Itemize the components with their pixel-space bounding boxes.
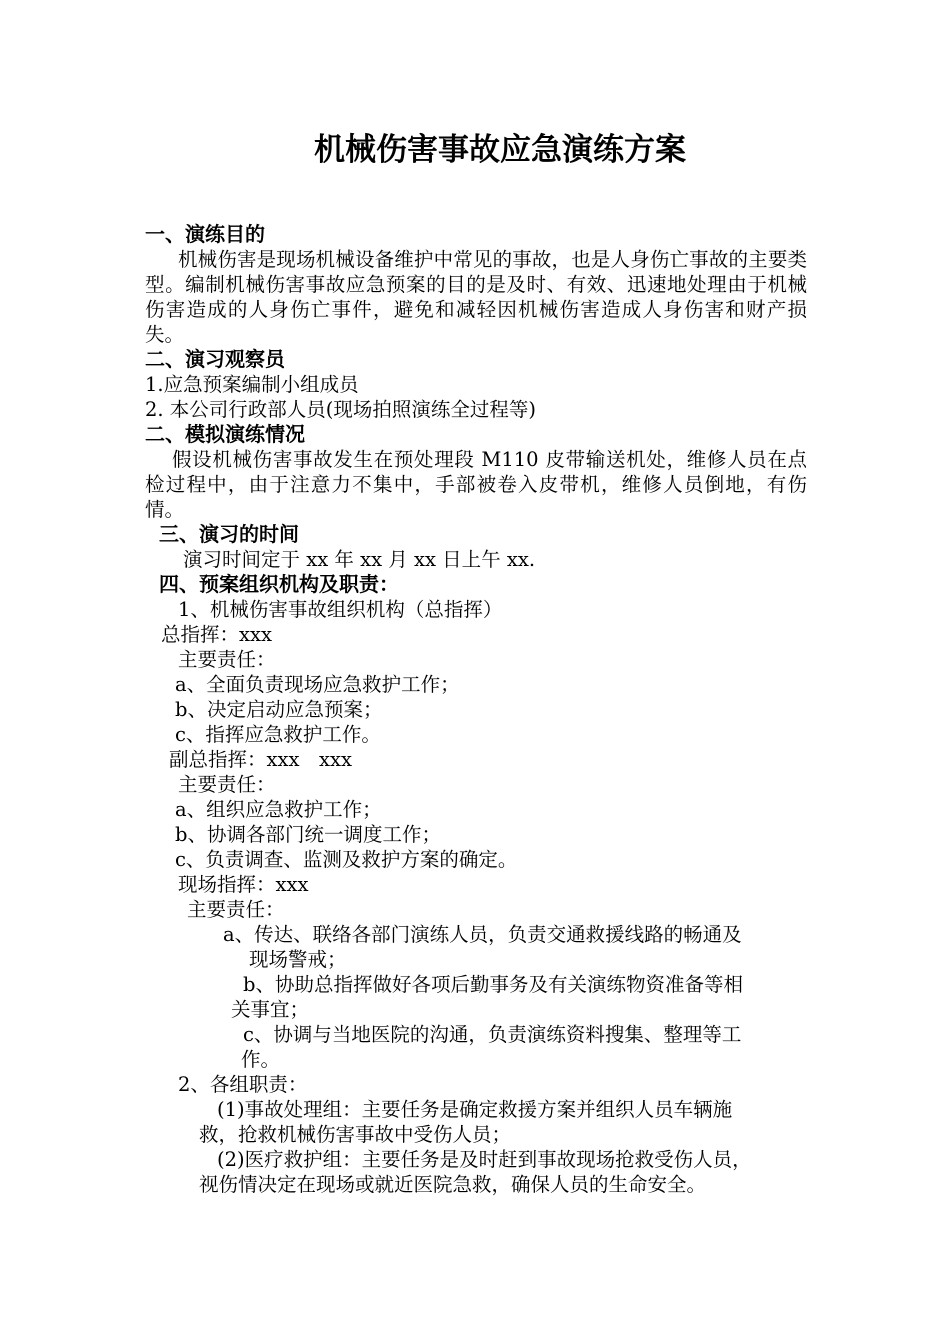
commander-line: 总指挥：xxx bbox=[161, 623, 272, 646]
document-body bbox=[145, 222, 807, 1197]
deputy-commander-line: 副总指挥：xxx xxx bbox=[169, 748, 352, 771]
paragraph-scenario: 假设机械伤害事故发生在预处理段 M110 皮带输送机处，维修人员在点检过程中，由于注意力不集中，手部被卷入皮带机，维修人员倒地，有伤情。 bbox=[145, 448, 807, 521]
subheading-organization: 1、机械伤害事故组织机构（总指挥） bbox=[178, 598, 503, 621]
responsibility-item: a、传达、联络各部门演练人员，负责交通救援线路的畅通及 bbox=[223, 923, 742, 946]
subheading-group-duties: 2、各组职责： bbox=[178, 1073, 308, 1096]
responsibility-label: 主要责任： bbox=[178, 648, 276, 671]
responsibility-label: 主要责任： bbox=[187, 898, 285, 921]
responsibility-item: b、协调各部门统一调度工作； bbox=[175, 823, 441, 846]
paragraph-time: 演习时间定于 xx 年 xx 月 xx 日上午 xx. bbox=[183, 548, 536, 571]
responsibility-item: b、决定启动应急预案； bbox=[175, 698, 383, 721]
responsibility-label: 主要责任： bbox=[178, 773, 276, 796]
responsibility-item: a、组织应急救护工作； bbox=[175, 798, 382, 821]
group-duty-item-continued: 视伤情决定在现场或就近医院急救，确保人员的生命安全。 bbox=[199, 1173, 707, 1196]
responsibility-item: c、指挥应急救护工作。 bbox=[175, 723, 381, 746]
section-heading-purpose: 一、演练目的 bbox=[145, 222, 265, 246]
section-heading-scenario: 二、模拟演练情况 bbox=[145, 422, 305, 446]
responsibility-item: a、全面负责现场应急救护工作； bbox=[175, 673, 460, 696]
site-commander-line: 现场指挥：xxx bbox=[178, 873, 309, 896]
group-duty-item: (1)事故处理组：主要任务是确定救援方案并组织人员车辆施 bbox=[217, 1098, 733, 1121]
group-duty-item: (2)医疗救护组：主要任务是及时赶到事故现场抢救受伤人员， bbox=[217, 1148, 752, 1171]
section-heading-organization: 四、预案组织机构及职责： bbox=[159, 572, 399, 596]
section-heading-time: 三、演习的时间 bbox=[159, 522, 299, 546]
observer-item: 2. 本公司行政部人员(现场拍照演练全过程等) bbox=[145, 398, 537, 421]
responsibility-item-continued: 关事宜； bbox=[231, 998, 310, 1021]
responsibility-item: c、负责调查、监测及救护方案的确定。 bbox=[175, 848, 518, 871]
paragraph-purpose: 机械伤害是现场机械设备维护中常见的事故，也是人身伤亡事故的主要类型。编制机械伤害事故应急预案的目的是及时、有效、迅速地处理由于机械伤害造成的人身伤亡事件，避免和减轻因机械伤害造成人身伤害和财产损失。 bbox=[145, 248, 807, 346]
observer-item: 1.应急预案编制小组成员 bbox=[145, 373, 359, 396]
document-title: 机械伤害事故应急演练方案 bbox=[314, 132, 686, 168]
responsibility-item-continued: 现场警戒； bbox=[249, 948, 347, 971]
section-heading-observers: 二、演习观察员 bbox=[145, 347, 285, 371]
responsibility-item-continued: 作。 bbox=[241, 1048, 281, 1071]
responsibility-item: c、协调与当地医院的沟通，负责演练资料搜集、整理等工 bbox=[243, 1023, 742, 1046]
responsibility-item: b、协助总指挥做好各项后勤事务及有关演练物资准备等相 bbox=[243, 973, 743, 996]
group-duty-item-continued: 救，抢救机械伤害事故中受伤人员； bbox=[199, 1123, 512, 1146]
